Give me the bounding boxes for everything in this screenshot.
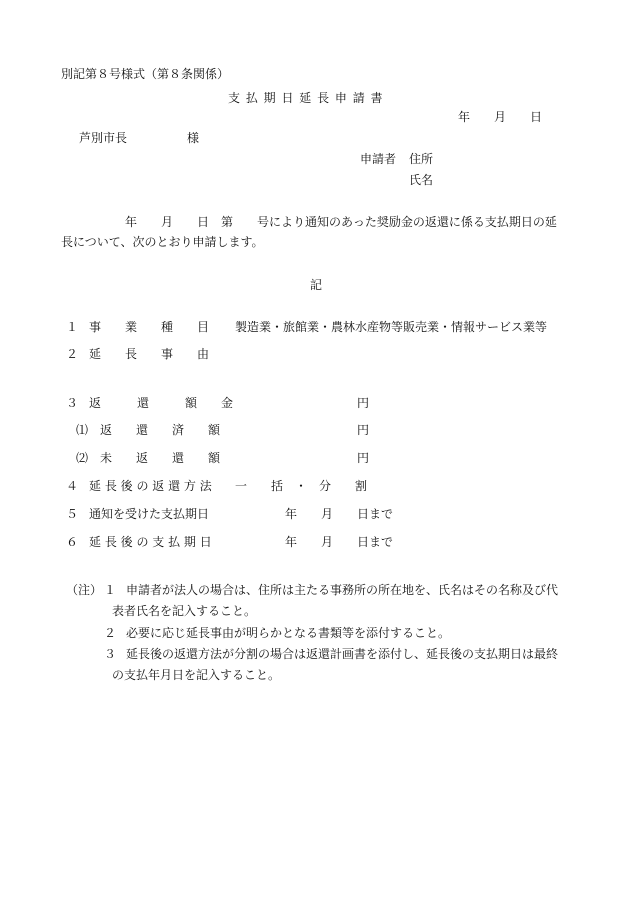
note-2-number: ２	[104, 626, 117, 640]
item-label: 返 還 済 額	[100, 423, 221, 437]
item-value: 一 括 ・ 分 割	[235, 479, 368, 493]
item-value: 製造業・旅館業・農林水産物等販売業・情報サービス業等	[235, 320, 548, 334]
addressee: 芦別市長 様	[79, 131, 200, 145]
note-3-line-1: 延長後の返還方法が分割の場合は返還計画書を添付し、延長後の支払期日は最終	[126, 647, 559, 661]
item-number: ⑴	[76, 423, 89, 437]
item-notified-date-row	[0, 506, 630, 522]
item-label: 返 還 額 金	[89, 396, 234, 410]
note-1-number: １	[104, 583, 117, 597]
applicant-name-label: 氏名	[409, 173, 434, 187]
item-repaid-row	[0, 422, 630, 438]
item-number: ４	[66, 479, 79, 493]
item-label: 通知を受けた支払期日	[89, 507, 210, 521]
note-1-line-1: 申請者が法人の場合は、住所は主たる事務所の所在地を、氏名はその名称及び代	[126, 583, 559, 597]
item-reason-row	[0, 346, 630, 362]
item-amount-row	[0, 395, 630, 411]
item-label: 延 長 事 由	[89, 347, 210, 361]
item-business-row	[0, 319, 630, 335]
applicant-address-label: 住所	[409, 152, 434, 166]
form-number: 別記第８号様式（第８条関係）	[61, 67, 230, 81]
item-unit: 円	[357, 451, 370, 465]
document-title: 支 払 期 日 延 長 申 請 書	[228, 91, 384, 105]
item-number: ６	[66, 535, 79, 549]
item-label: 延 長 後 の 返 還 方 法	[89, 479, 212, 493]
applicant-label: 申請者	[360, 152, 397, 166]
item-number: ⑵	[76, 451, 89, 465]
item-label: 延 長 後 の 支 払 期 日	[89, 535, 212, 549]
item-method-row	[0, 478, 630, 494]
intro-line-1: 年 月 日 第 号により通知のあった奨励金の返還に係る支払期日の延	[125, 215, 557, 229]
note-2-line-1: 必要に応じ延長事由が明らかとなる書類等を添付すること。	[126, 626, 451, 640]
notes-prefix: （注）	[66, 583, 103, 597]
item-number: ２	[66, 347, 79, 361]
item-unit: 円	[357, 396, 370, 410]
item-number: １	[66, 320, 79, 334]
item-unpaid-row	[0, 450, 630, 466]
item-number: ５	[66, 507, 79, 521]
date-line: 年 月 日	[458, 110, 543, 124]
item-value: 年 月 日まで	[285, 507, 394, 521]
item-number: ３	[66, 396, 79, 410]
note-1-line-2: 表者氏名を記入すること。	[112, 604, 257, 618]
intro-line-2: 長について、次のとおり申請します。	[61, 235, 264, 249]
item-label: 事 業 種 目	[89, 320, 210, 334]
item-value: 年 月 日まで	[285, 535, 394, 549]
item-label: 未 返 還 額	[100, 451, 221, 465]
item-extended-date-row	[0, 534, 630, 550]
note-3-number: ３	[104, 647, 117, 661]
note-3-line-2: の支払年月日を記入すること。	[112, 668, 281, 682]
item-unit: 円	[357, 423, 370, 437]
ki-heading: 記	[310, 278, 323, 292]
